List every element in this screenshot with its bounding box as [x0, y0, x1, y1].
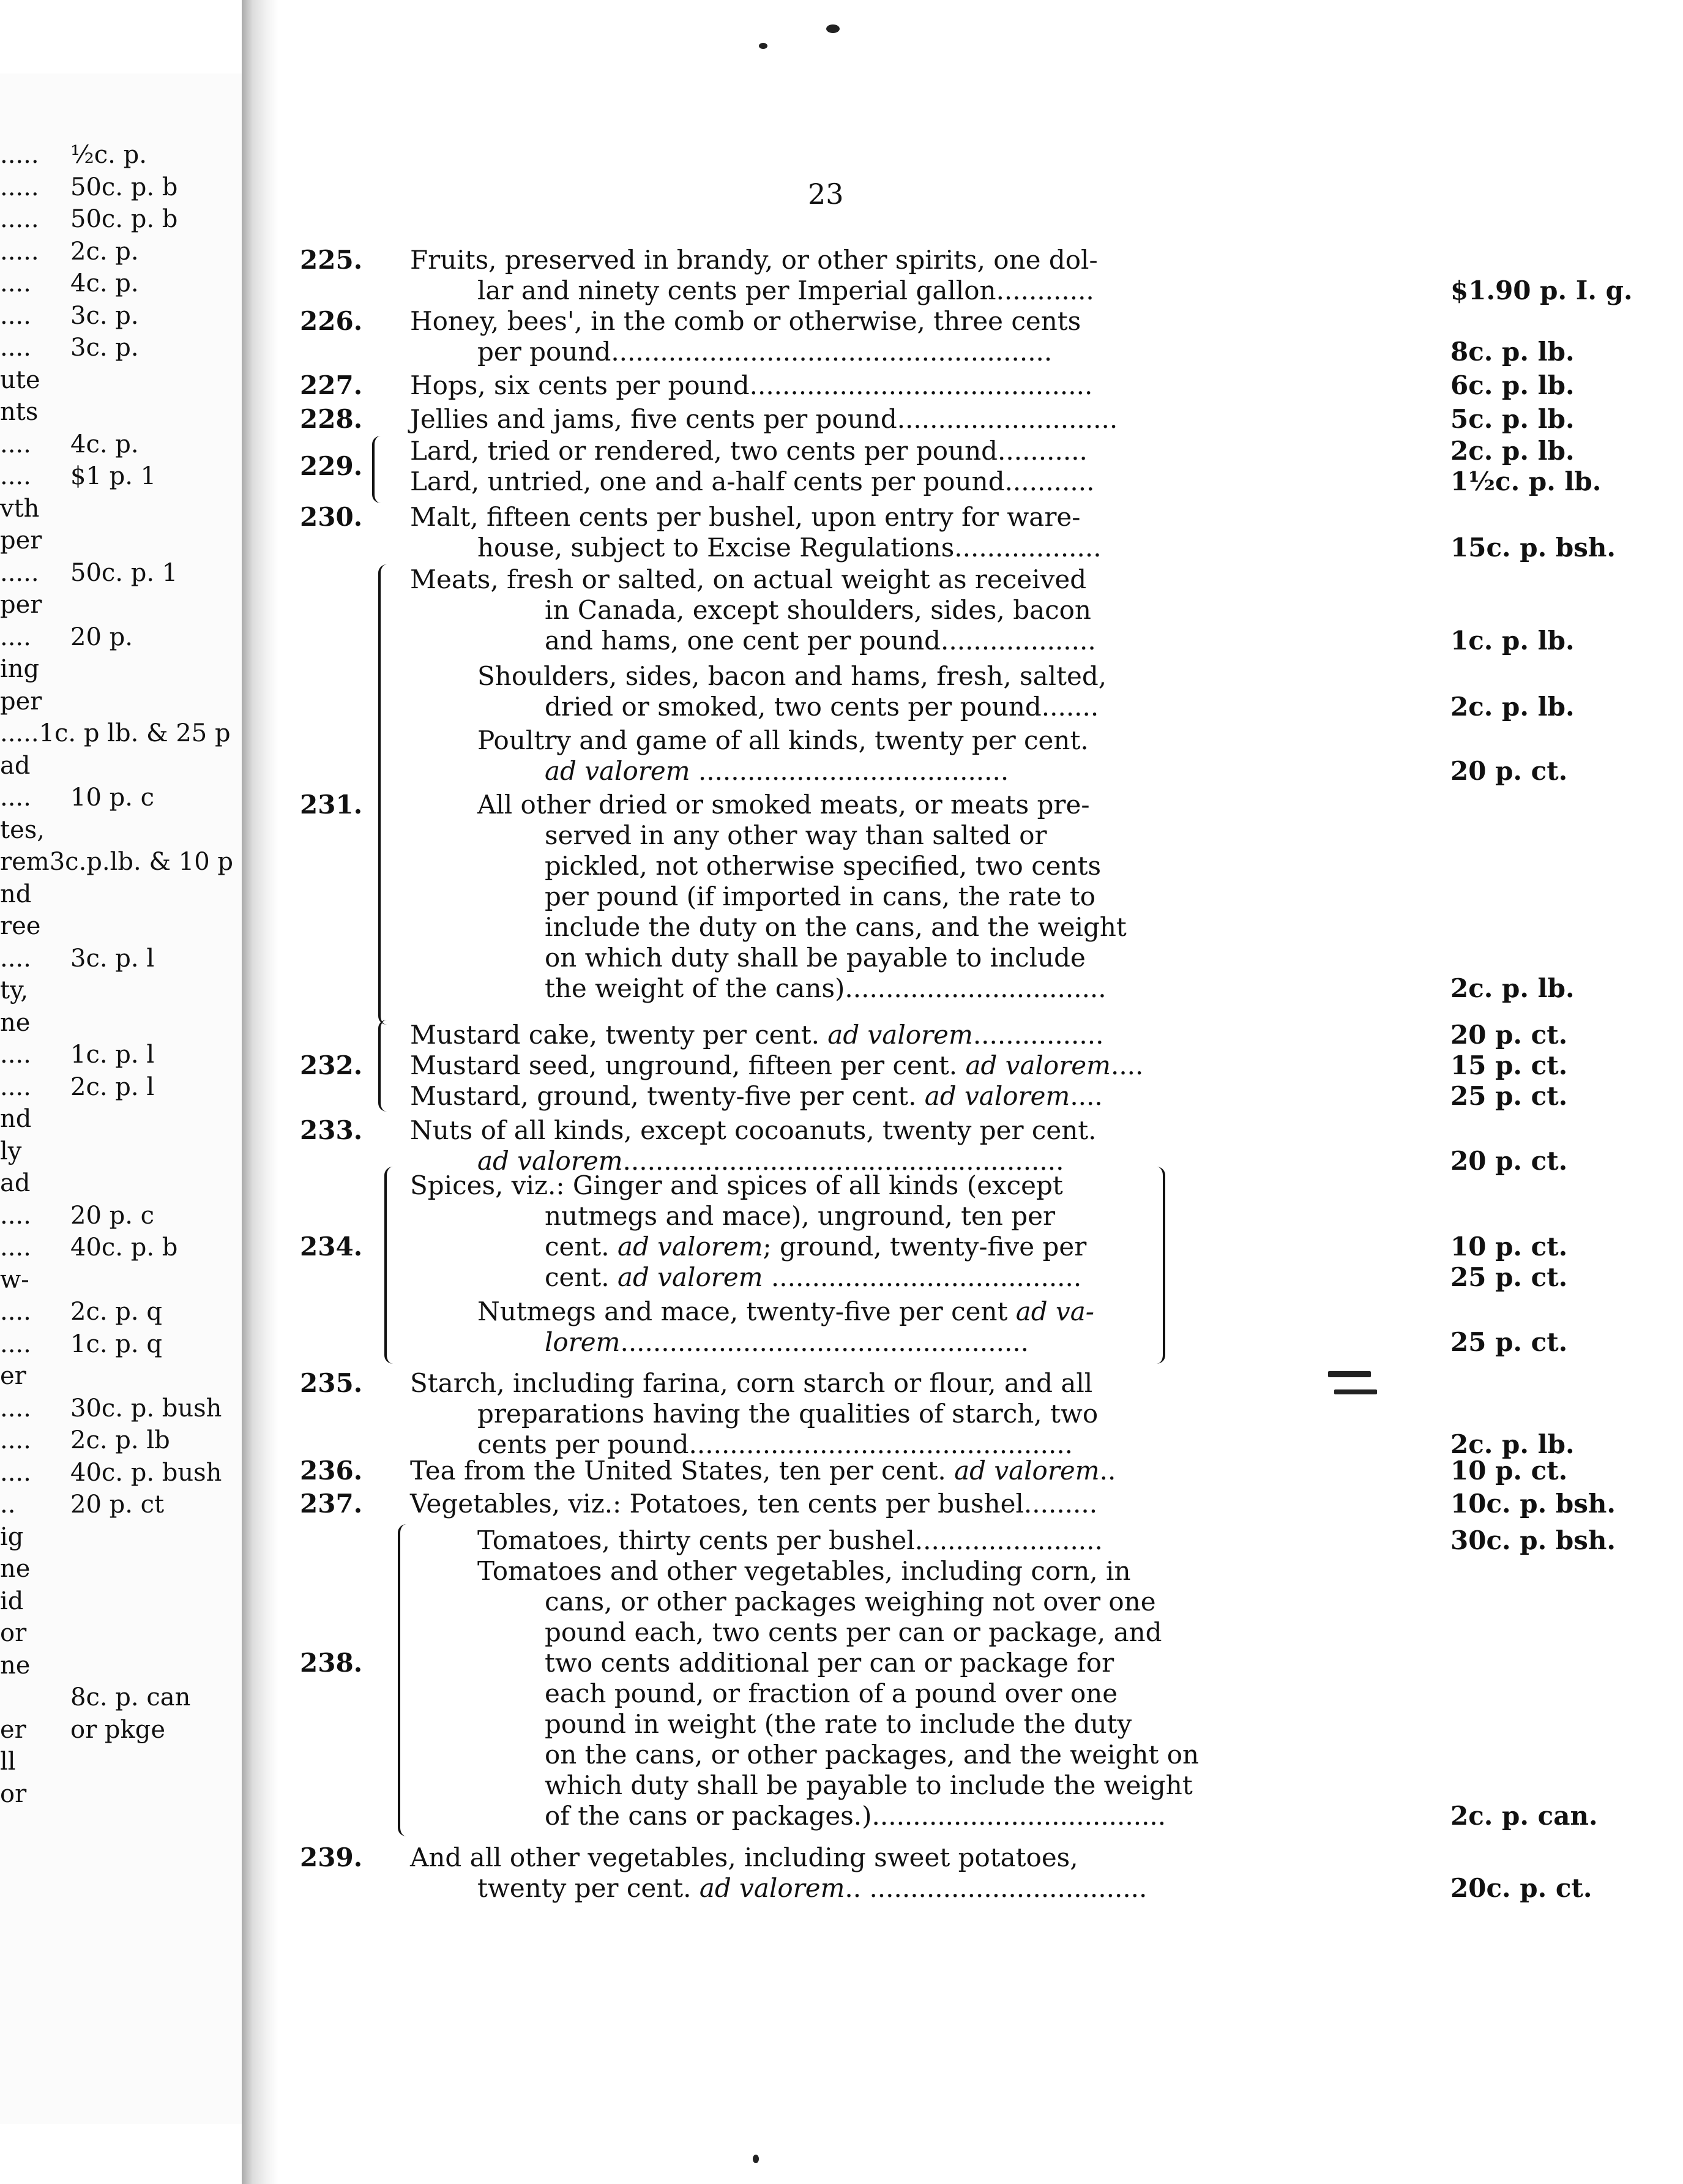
entry-line: Mustard, ground, twenty-five per cent. ad valorem....: [410, 1081, 1103, 1111]
entry-rate: 25 p. ct.: [1450, 1262, 1568, 1292]
facing-page-line: [0, 816, 239, 847]
facing-page-line: [0, 462, 239, 493]
entry-line: preparations having the qualities of starch, two: [477, 1399, 1099, 1429]
facing-page-rate: 8c. p. can: [70, 1683, 191, 1711]
entry-rate: 20 p. ct.: [1450, 1146, 1568, 1176]
facing-page-line: [0, 1426, 239, 1457]
entry-line: Vegetables, viz.: Potatoes, ten cents per bushel.........: [410, 1489, 1098, 1519]
entry-description: [410, 370, 1438, 401]
entry-rate: 6c. p. lb.: [1450, 370, 1575, 400]
facing-page-line: [0, 1202, 239, 1232]
entry-line: which duty shall be payable to include the weight: [545, 1770, 1193, 1800]
facing-page-fragment: [0, 73, 245, 2124]
facing-page-line: [0, 398, 239, 428]
entry-line: two cents additional per can or package for: [545, 1648, 1114, 1678]
facing-page-text: ....: [0, 1298, 31, 1326]
facing-page-rate: 20 p. ct: [70, 1490, 165, 1519]
facing-page-line: [0, 430, 239, 461]
entry-line: Mustard seed, unground, fifteen per cent. ad valorem....: [410, 1050, 1144, 1080]
entry-description: [410, 245, 1438, 306]
facing-page-rate: or pkge: [70, 1715, 166, 1744]
entry-rate: 10 p. ct.: [1450, 1456, 1568, 1486]
facing-page-line: [0, 1330, 239, 1361]
facing-page-text: ig: [0, 1522, 24, 1551]
facing-page-line: [0, 1394, 239, 1425]
entry-line: each pound, or fraction of a pound over one: [545, 1678, 1118, 1708]
facing-page-line: [0, 1105, 239, 1135]
facing-page-rate: 50c. p. b: [70, 205, 178, 233]
entry-description: [410, 1296, 1438, 1358]
entry-line: include the duty on the cans, and the weight: [545, 912, 1127, 942]
entry-number: 227.: [300, 370, 363, 400]
facing-page-line: [0, 1298, 239, 1328]
brace-231: [378, 564, 389, 1025]
facing-page-line: [0, 237, 239, 268]
facing-page-line: [0, 944, 239, 975]
facing-page-text: ute: [0, 365, 40, 394]
facing-page-rate: 1c. p. l: [70, 1041, 155, 1069]
facing-page-line: [0, 269, 239, 300]
facing-page-text: ....: [0, 623, 31, 651]
facing-page-text: ad: [0, 1169, 31, 1197]
facing-page-line: [0, 1748, 239, 1778]
entry-number: 228.: [300, 404, 363, 434]
entry-line: Nuts of all kinds, except cocoanuts, twenty per cent.: [410, 1115, 1097, 1145]
facing-page-rate: 20 p.: [70, 623, 133, 651]
facing-page-rate: 2c. p. lb: [70, 1426, 170, 1454]
brace-238: [398, 1524, 409, 1836]
facing-page-text: .....1c. p lb. & 25 p: [0, 719, 231, 747]
entry-line: lorem..................................................: [545, 1327, 1029, 1357]
facing-page-line: [0, 1619, 239, 1650]
facing-page-text: nd: [0, 880, 32, 908]
facing-page-line: [0, 559, 239, 589]
facing-page-text: vth: [0, 494, 40, 523]
facing-page-text: nts: [0, 398, 39, 426]
facing-page-rate: 3c. p.: [70, 301, 139, 330]
facing-page-rate: 50c. p. b: [70, 173, 178, 201]
scan-speck: [753, 2155, 759, 2163]
entry-rate: 8c. p. lb.: [1450, 337, 1575, 367]
entry-rate: 1c. p. lb.: [1450, 626, 1575, 656]
facing-page-text: ....: [0, 1072, 31, 1101]
entry-description: [410, 1525, 1438, 1556]
facing-page-text: ....: [0, 783, 31, 812]
entry-description: [410, 1456, 1438, 1486]
entry-description: [410, 502, 1438, 563]
entry-description: [410, 1081, 1438, 1112]
entry-rate: 1½c. p. lb.: [1450, 466, 1602, 496]
facing-page-text: ....: [0, 1329, 31, 1358]
facing-page-rate: 10 p. c: [70, 783, 155, 812]
entry-number: 236.: [300, 1456, 363, 1486]
facing-page-line: [0, 1137, 239, 1168]
entry-line: Lard, tried or rendered, two cents per pound...........: [410, 436, 1088, 466]
facing-page-text: ll: [0, 1748, 16, 1776]
facing-page-line: [0, 1651, 239, 1682]
entry-rate: $1.90 p. I. g.: [1450, 275, 1633, 305]
facing-page-text: ....: [0, 1426, 31, 1454]
facing-page-text: id: [0, 1587, 24, 1615]
facing-page-text: er: [0, 1362, 26, 1390]
facing-page-text: ....: [0, 1041, 31, 1069]
entry-rate: 25 p. ct.: [1450, 1327, 1568, 1357]
facing-page-text: per: [0, 591, 42, 619]
facing-page-line: [0, 366, 239, 397]
facing-page-line: [0, 623, 239, 654]
entry-description: [410, 1020, 1438, 1050]
entry-description: [410, 564, 1438, 656]
entry-rate: 2c. p. lb.: [1450, 692, 1575, 722]
entry-number: 230.: [300, 502, 363, 532]
facing-page-text: ....: [0, 430, 31, 458]
facing-page-text: ....: [0, 334, 31, 362]
facing-page-line: [0, 526, 239, 557]
facing-page-rate: 40c. p. b: [70, 1233, 178, 1262]
facing-page-line: [0, 783, 239, 814]
entry-description: [410, 1489, 1438, 1519]
scan-speck: [759, 43, 767, 49]
page-number: 23: [808, 178, 844, 211]
facing-page-text: per: [0, 526, 42, 555]
entry-line: Meats, fresh or salted, on actual weight as received: [410, 564, 1087, 594]
entry-description: [410, 1050, 1438, 1081]
facing-page-text: .....: [0, 237, 39, 266]
facing-page-line: [0, 1041, 239, 1071]
entry-line: Poultry and game of all kinds, twenty per cent.: [477, 725, 1089, 755]
facing-page-line: [0, 1780, 239, 1811]
entry-line: cents per pound...............................................: [477, 1429, 1073, 1459]
facing-page-rate: 30c. p. bush: [70, 1394, 222, 1423]
entry-line: Tomatoes and other vegetables, including corn, in: [477, 1556, 1131, 1586]
facing-page-text: per: [0, 687, 42, 716]
facing-page-text: ree: [0, 912, 41, 940]
entry-line: Starch, including farina, corn starch or flour, and all: [410, 1368, 1093, 1398]
facing-page-line: [0, 1233, 239, 1264]
entry-line: served in any other way than salted or: [545, 820, 1047, 850]
facing-page-text: w-: [0, 1265, 29, 1294]
facing-page-text: ....: [0, 269, 31, 297]
facing-page-text: ....: [0, 462, 31, 490]
entry-rate: 10 p. ct.: [1450, 1232, 1568, 1262]
facing-page-text: er: [0, 1715, 26, 1744]
entry-line: pickled, not otherwise specified, two cents: [545, 851, 1102, 881]
entry-description: [410, 404, 1438, 435]
entry-line: in Canada, except shoulders, sides, bacon: [545, 595, 1091, 625]
facing-page-line: [0, 719, 239, 750]
entry-line: on the cans, or other packages, and the weight on: [545, 1740, 1200, 1770]
facing-page-line: [0, 655, 239, 686]
entry-line: Fruits, preserved in brandy, or other spirits, one dol-: [410, 245, 1098, 275]
facing-page-line: [0, 880, 239, 911]
facing-page-rate: 20 p. c: [70, 1201, 155, 1230]
facing-page-text: ....: [0, 1233, 31, 1262]
facing-page-line: [0, 1362, 239, 1393]
facing-page-line: [0, 976, 239, 1007]
facing-page-text: ing: [0, 655, 40, 683]
entry-description: [410, 306, 1438, 367]
entry-line: ad valorem ......................................: [545, 756, 1009, 786]
brace-234: [384, 1167, 395, 1364]
entry-description: [410, 1368, 1438, 1460]
facing-page-text: .....: [0, 141, 39, 169]
facing-page-text: ly: [0, 1137, 22, 1165]
entry-description: [410, 1115, 1438, 1176]
facing-page-rate: 2c. p. l: [70, 1072, 155, 1101]
entry-line: nutmegs and mace), unground, ten per: [545, 1201, 1056, 1231]
entry-rate: 20 p. ct.: [1450, 1020, 1568, 1050]
entry-rate: 15 p. ct.: [1450, 1050, 1568, 1080]
facing-page-text: ....: [0, 1201, 31, 1230]
facing-page-line: [0, 334, 239, 364]
facing-page-rate: 40c. p. bush: [70, 1458, 222, 1487]
facing-page-text: .....: [0, 558, 39, 587]
entry-number: 229.: [300, 451, 363, 481]
entry-line: Honey, bees', in the comb or otherwise, three cents: [410, 306, 1081, 336]
facing-page-rate: $1 p. 1: [70, 462, 157, 490]
entry-line: twenty per cent. ad valorem.. ..................................: [477, 1873, 1148, 1903]
facing-page-line: [0, 1073, 239, 1104]
book-gutter: [242, 0, 278, 2184]
entry-rate: 20 p. ct.: [1450, 756, 1568, 786]
entry-number: 225.: [300, 245, 363, 275]
facing-page-text: nd: [0, 1105, 32, 1133]
entry-rate: 2c. p. can.: [1450, 1801, 1598, 1831]
entry-line: Shoulders, sides, bacon and hams, fresh, salted,: [477, 661, 1107, 691]
entry-line: pound each, two cents per can or package, and: [545, 1617, 1162, 1647]
facing-page-text: .....: [0, 205, 39, 233]
facing-page-text: ad: [0, 751, 31, 780]
entry-description: [410, 790, 1438, 1004]
entry-rate: 25 p. ct.: [1450, 1081, 1568, 1111]
entry-rate: 2c. p. lb.: [1450, 973, 1575, 1003]
entry-rate: 2c. p. lb.: [1450, 1429, 1575, 1459]
entry-line: Lard, untried, one and a-half cents per pound...........: [410, 466, 1095, 496]
facing-page-rate: 3c. p. l: [70, 944, 155, 973]
facing-page-text: tes,: [0, 815, 45, 844]
entry-line: Mustard cake, twenty per cent. ad valorem................: [410, 1020, 1104, 1050]
facing-page-text: ne: [0, 1651, 31, 1680]
facing-page-text: ....: [0, 301, 31, 330]
entry-number: 237.: [300, 1489, 363, 1519]
facing-page-line: [0, 1490, 239, 1521]
entry-number: 226.: [300, 306, 363, 336]
entry-rate: 30c. p. bsh.: [1450, 1525, 1616, 1555]
facing-page-line: [0, 495, 239, 525]
facing-page-line: [0, 173, 239, 204]
entry-description: [410, 661, 1438, 722]
facing-page-line: [0, 1523, 239, 1554]
facing-page-text: ....: [0, 1394, 31, 1423]
facing-page-line: [0, 205, 239, 236]
facing-page-line: [0, 1683, 239, 1714]
scan-speck: [1334, 1389, 1377, 1394]
scan-speck: [1328, 1371, 1371, 1377]
facing-page-rate: ½c. p.: [70, 141, 147, 169]
entry-line: dried or smoked, two cents per pound.......: [545, 692, 1099, 722]
facing-page-line: [0, 1459, 239, 1489]
entry-line: cent. ad valorem; ground, twenty-five per: [545, 1232, 1087, 1262]
brace-229: [372, 436, 383, 503]
entry-line: house, subject to Excise Regulations..................: [477, 533, 1102, 563]
facing-page-line: [0, 591, 239, 621]
entry-number: 232.: [300, 1050, 363, 1080]
entry-line: Jellies and jams, five cents per pound...........................: [410, 404, 1118, 434]
entry-line: Hops, six cents per pound..........................................: [410, 370, 1093, 400]
facing-page-line: [0, 912, 239, 943]
entry-line: per pound (if imported in cans, the rate to: [545, 881, 1096, 911]
brace-234-right: [1154, 1167, 1165, 1364]
entry-number: 234.: [300, 1232, 363, 1262]
entry-line: ad valorem......................................................: [477, 1146, 1064, 1176]
entry-line: per pound......................................................: [477, 337, 1053, 367]
facing-page-line: [0, 848, 239, 878]
entry-line: and hams, one cent per pound...................: [545, 626, 1096, 656]
facing-page-rate: 4c. p.: [70, 430, 139, 458]
entry-line: Malt, fifteen cents per bushel, upon entry for ware-: [410, 502, 1081, 532]
entry-line: lar and ninety cents per Imperial gallon............: [477, 275, 1094, 305]
entry-number: 231.: [300, 790, 363, 820]
entry-line: on which duty shall be payable to include: [545, 943, 1086, 973]
entry-number: 238.: [300, 1648, 363, 1678]
facing-page-line: [0, 687, 239, 718]
entry-line: the weight of the cans)................................: [545, 973, 1106, 1003]
facing-page-line: [0, 1555, 239, 1585]
entry-description: [410, 1556, 1438, 1831]
entry-rate: 15c. p. bsh.: [1450, 533, 1616, 563]
entry-description: [410, 466, 1438, 497]
entry-rate: 20c. p. ct.: [1450, 1873, 1592, 1903]
entry-number: 239.: [300, 1842, 363, 1872]
entry-line: All other dried or smoked meats, or meats pre-: [477, 790, 1090, 820]
facing-page-line: [0, 1266, 239, 1296]
facing-page-line: [0, 1716, 239, 1746]
facing-page-rate: 2c. p. q: [70, 1298, 162, 1326]
facing-page-text: ne: [0, 1008, 31, 1037]
facing-page-text: rem3c.p.lb. & 10 p: [0, 848, 233, 876]
facing-page-line: [0, 1009, 239, 1039]
facing-page-text: ..: [0, 1490, 16, 1519]
entry-rate: 10c. p. bsh.: [1450, 1489, 1616, 1519]
entry-rate: 2c. p. lb.: [1450, 436, 1575, 466]
facing-page-text: or: [0, 1779, 27, 1808]
entry-line: of the cans or packages.)....................................: [545, 1801, 1166, 1831]
entry-line: Tomatoes, thirty cents per bushel.......................: [477, 1525, 1103, 1555]
facing-page-text: ....: [0, 1458, 31, 1487]
scan-speck: [826, 24, 840, 33]
facing-page-line: [0, 302, 239, 332]
entry-line: And all other vegetables, including sweet potatoes,: [410, 1842, 1078, 1872]
facing-page-line: [0, 141, 239, 171]
facing-page-rate: 50c. p. 1: [70, 558, 178, 587]
facing-page-line: [0, 752, 239, 782]
facing-page-rate: 2c. p.: [70, 237, 139, 266]
entry-description: [410, 1170, 1438, 1293]
entry-description: [410, 725, 1438, 787]
facing-page-text: ....: [0, 944, 31, 973]
facing-page-text: or: [0, 1619, 27, 1647]
entry-line: Tea from the United States, ten per cent. ad valorem..: [410, 1456, 1116, 1486]
entry-line: pound in weight (the rate to include the duty: [545, 1709, 1132, 1739]
facing-page-line: [0, 1169, 239, 1200]
facing-page-line: [0, 1587, 239, 1618]
facing-page-text: ne: [0, 1555, 31, 1583]
entry-line: Spices, viz.: Ginger and spices of all kinds (except: [410, 1170, 1063, 1200]
brace-232: [378, 1020, 389, 1112]
entry-line: cans, or other packages weighing not over one: [545, 1587, 1156, 1617]
facing-page-rate: 3c. p.: [70, 334, 139, 362]
facing-page-rate: 4c. p.: [70, 269, 139, 297]
entry-line: Nutmegs and mace, twenty-five per cent ad va-: [477, 1296, 1094, 1326]
facing-page-rate: 1c. p. q: [70, 1329, 162, 1358]
entry-description: [410, 1842, 1438, 1904]
facing-page-text: ty,: [0, 976, 29, 1004]
entry-description: [410, 436, 1438, 466]
entry-line: cent. ad valorem ......................................: [545, 1262, 1082, 1292]
entry-rate: 5c. p. lb.: [1450, 404, 1575, 434]
facing-page-text: .....: [0, 173, 39, 201]
entry-number: 233.: [300, 1115, 363, 1145]
entry-number: 235.: [300, 1368, 363, 1398]
